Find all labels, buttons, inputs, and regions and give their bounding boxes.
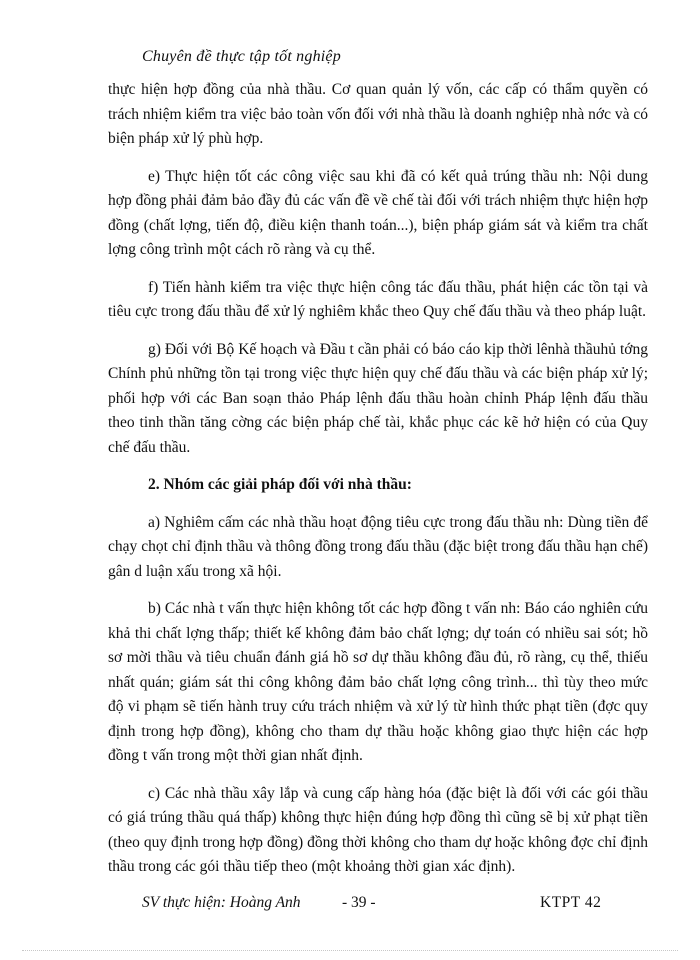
- running-header: Chuyên đề thực tập tốt nghiệp: [142, 48, 341, 65]
- paragraph-f: f) Tiến hành kiểm tra việc thực hiện công tác đấu thầu, phát hiện các tồn tại và tiêu cực trong đấu thầu để xử lý nghiêm khắc theo Quy chế đấu thầu và theo pháp luật.: [108, 278, 648, 320]
- paragraph-e: e) Thực hiện tốt các công việc sau khi đã có kết quả trúng thầu nh: Nội dung hợp đồng phải đảm bảo đầy đủ các vấn đề về chế tài đối với trách nhiệm thực hiện hợp đồng (chất lợng, tiến độ, điều kiện thanh toán...), biện pháp giám sát và kiểm tra chất lợng công trình một cách rõ ràng và cụ thể.: [108, 167, 648, 258]
- page-bottom-divider: [22, 950, 678, 951]
- paragraph-continuation: thực hiện hợp đồng của nhà thầu. Cơ quan quản lý vốn, các cấp có thẩm quyền có trách nhiệm kiểm tra việc bảo toàn vốn đối với nhà thầu là doanh nghiệp nhà nớc và có biện pháp xử lý phù hợp.: [108, 81, 648, 147]
- body-text: [108, 78, 648, 893]
- class-code: KTPT 42: [540, 894, 602, 911]
- section-heading: 2. Nhóm các giải pháp đối với nhà thầu:: [148, 476, 412, 493]
- paragraph-g: g) Đối với Bộ Kế hoạch và Đầu t cần phải có báo cáo kịp thời lênhà thầuhủ tớng Chính phủ những tồn tại trong việc thực hiện quy chế đấu thầu và các biện pháp xử lý; phối hợp với các Ban soạn thảo Pháp lệnh đấu thầu hoàn chỉnh Pháp lệnh đấu thầu theo tinh thần tăng cờng các biện pháp chế tài, khắc phục các kẽ hở hiện có của Quy chế đấu thầu.: [108, 340, 648, 456]
- footer-author: SV thực hiện: Hoàng Anh: [142, 894, 301, 911]
- page-number: - 39 -: [342, 894, 376, 911]
- paragraph-b: b) Các nhà t vấn thực hiện không tốt các hợp đồng t vấn nh: Báo cáo nghiên cứu khả thi chất lợng thấp; thiết kế không đảm bảo chất lợng; dự toán có nhiều sai sót; hồ sơ mời thầu và tiêu chuẩn đánh giá hồ sơ dự thầu không đầu đủ, rõ ràng, cụ thể, thiếu nhất quán; giám sát thi công không đảm bảo chất lợng công trình... thì tùy theo mức độ vi phạm sẽ tiến hành truy cứu trách nhiệm và xử lý từ hình thức phạt tiền (đợc quy định trong hợp đồng), không cho tham dự thầu hoặc không giao thực hiện các hợp đồng t vấn trong một thời gian nhất định.: [108, 600, 648, 764]
- paragraph-a: a) Nghiêm cấm các nhà thầu hoạt động tiêu cực trong đấu thầu nh: Dùng tiền để chạy chọt chỉ định thầu và thông đồng trong đấu thầu (đặc biệt trong đấu thầu hạn chế) gân d luận xấu trong xã hội.: [108, 513, 648, 580]
- paragraph-c: c) Các nhà thầu xây lắp và cung cấp hàng hóa (đặc biệt là đối với các gói thầu có giá trúng thầu quá thấp) không thực hiện đúng hợp đồng thì cũng sẽ bị xử phạt tiền (theo quy định trong hợp đồng) đồng thời không cho tham dự hoặc không đợc chỉ định thầu trong các gói thầu tiếp theo (một khoảng thời gian xác định).: [108, 784, 648, 875]
